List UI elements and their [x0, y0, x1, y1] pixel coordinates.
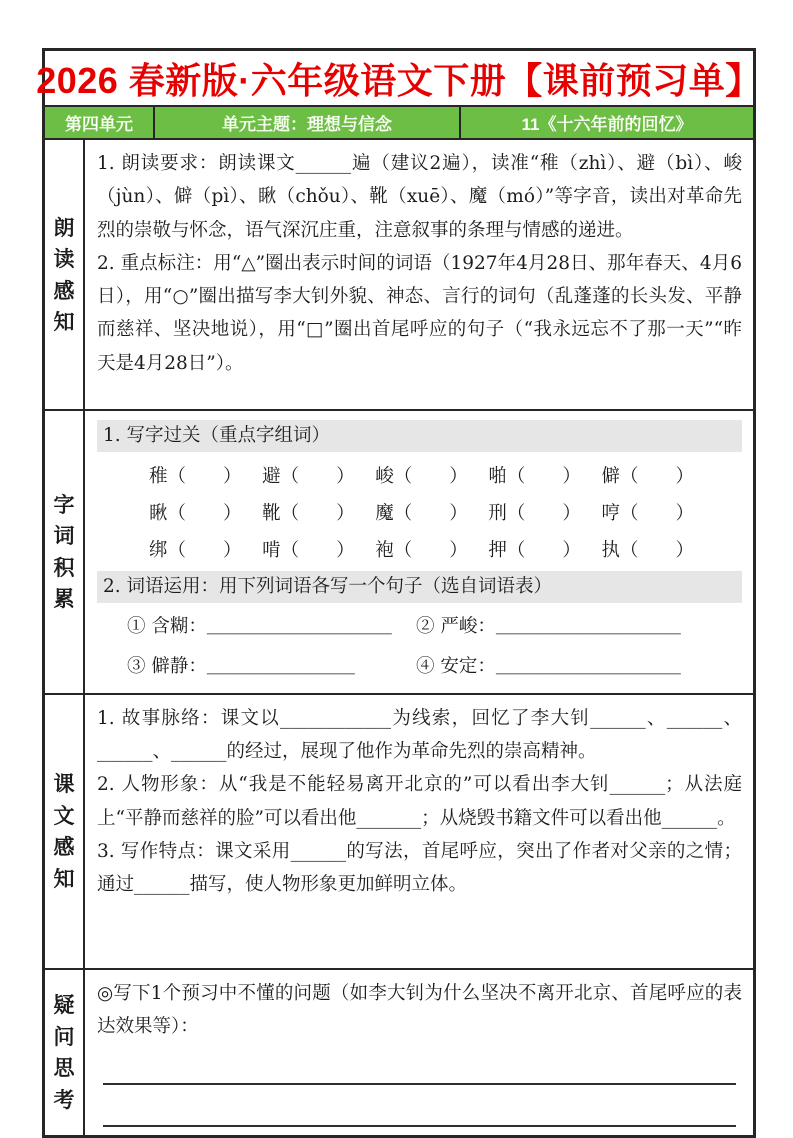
blank-field-hanhu: ① 含糊：＿＿＿＿＿＿＿＿＿＿ — [127, 615, 392, 637]
word-cell: 瞅（ ） — [149, 502, 242, 524]
unit-header-bar — [45, 107, 753, 140]
comprehension-item-3: 3. 写作特点：课文采用______的写法，首尾呼应，突出了作者对父亲的之情；通过______描写，使人物形象更加鲜明立体。 — [97, 840, 742, 896]
page-title: 2026 春新版·六年级语文下册【课前预习单】 — [36, 59, 762, 101]
writing-task-heading: 1. 写字过关（重点字组词） — [97, 420, 742, 452]
word-cell: 啃（ ） — [262, 539, 355, 561]
unit-theme: 单元主题：理想与信念 — [155, 107, 461, 138]
word-drill-row — [97, 532, 742, 569]
word-cell: 袍（ ） — [375, 539, 468, 561]
sidebar-label-text: 字词积累 — [53, 491, 75, 612]
word-cell: 靴（ ） — [262, 502, 355, 524]
section-words-content — [85, 411, 753, 693]
word-usage-heading: 2. 词语运用：用下列词语各写一个句子（选自词语表） — [97, 571, 742, 603]
worksheet — [36, 48, 762, 1138]
comprehension-item-1: 1. 故事脉络：课文以____________为线索，回忆了李大钊______、______、______、______的经过，展现了他作为革命先烈的崇高精神。 — [97, 707, 742, 762]
word-usage-blanks — [97, 609, 742, 685]
section-reading-label — [45, 140, 85, 409]
question-prompt: ◎写下1个预习中不懂的问题（如李大钊为什么坚决不离开北京、首尾呼应的表达效果等）： — [97, 982, 742, 1037]
section-comprehension — [45, 695, 753, 970]
reading-item-2: 2. 重点标注：用“△”圈出表示时间的词语（1927年4月28日、那年春天、4月6日），用“○”圈出描写李大钊外貌、神态、言行的词句（乱蓬蓬的长头发、平静而慈祥、坚决地说），用“□”圈出首尾呼应的句子（“我永远忘不了那一天”“昨天是4月28日”）。 — [97, 252, 742, 374]
comprehension-item-2: 2. 人物形象：从“我是不能轻易离开北京的”可以看出李大钊______；从法庭上“平静而慈祥的脸”可以看出他_______；从烧毁书籍文件可以看出他______。 — [97, 774, 742, 829]
answer-line — [103, 1043, 736, 1085]
blank-field-yanjun: ② 严峻：＿＿＿＿＿＿＿＿＿＿ — [416, 615, 681, 637]
word-cell: 稚（ ） — [149, 465, 242, 487]
word-cell: 避（ ） — [262, 465, 355, 487]
word-cell: 魔（ ） — [375, 502, 468, 524]
word-cell: 啪（ ） — [488, 465, 581, 487]
unit-number: 第四单元 — [45, 107, 155, 138]
section-words-label — [45, 411, 85, 693]
section-questions-label — [45, 970, 85, 1136]
section-comprehension-label — [45, 695, 85, 968]
lesson-title: 11《十六年前的回忆》 — [521, 115, 693, 134]
section-reading-content — [85, 140, 753, 409]
word-drill-row — [97, 458, 742, 495]
reading-item-1: 1. 朗读要求：朗读课文______遍（建议2遍），读准“稚（zhì）、避（bì）、峻（jùn）、僻（pì）、瞅（chǒu）、靴（xuē）、魔（mó）”等字音，读出对革命先烈的崇敬与怀念，语气深沉庄重，注意叙事的条理与情感的递进。 — [97, 153, 742, 241]
section-words — [45, 411, 753, 695]
word-cell: 哼（ ） — [601, 502, 694, 524]
sidebar-label-text: 课文感知 — [53, 771, 75, 891]
word-drill-row — [97, 495, 742, 532]
blank-field-anding: ④ 安定：＿＿＿＿＿＿＿＿＿＿ — [416, 655, 681, 677]
word-cell: 刑（ ） — [488, 502, 581, 524]
section-questions-content — [85, 970, 753, 1136]
title-row — [36, 51, 762, 107]
word-cell: 押（ ） — [488, 539, 581, 561]
sidebar-label-text: 朗读感知 — [53, 214, 75, 334]
blank-field-pijing: ③ 僻静：＿＿＿＿＿＿＿＿ — [127, 655, 355, 677]
sidebar-label-text: 疑问思考 — [53, 992, 75, 1112]
word-cell: 执（ ） — [601, 539, 694, 561]
answer-line — [103, 1085, 736, 1127]
section-reading — [45, 140, 753, 411]
section-comprehension-content — [85, 695, 753, 968]
word-cell: 绑（ ） — [149, 539, 242, 561]
word-cell: 峻（ ） — [375, 465, 468, 487]
section-questions — [45, 970, 753, 1136]
word-cell: 僻（ ） — [601, 465, 694, 487]
